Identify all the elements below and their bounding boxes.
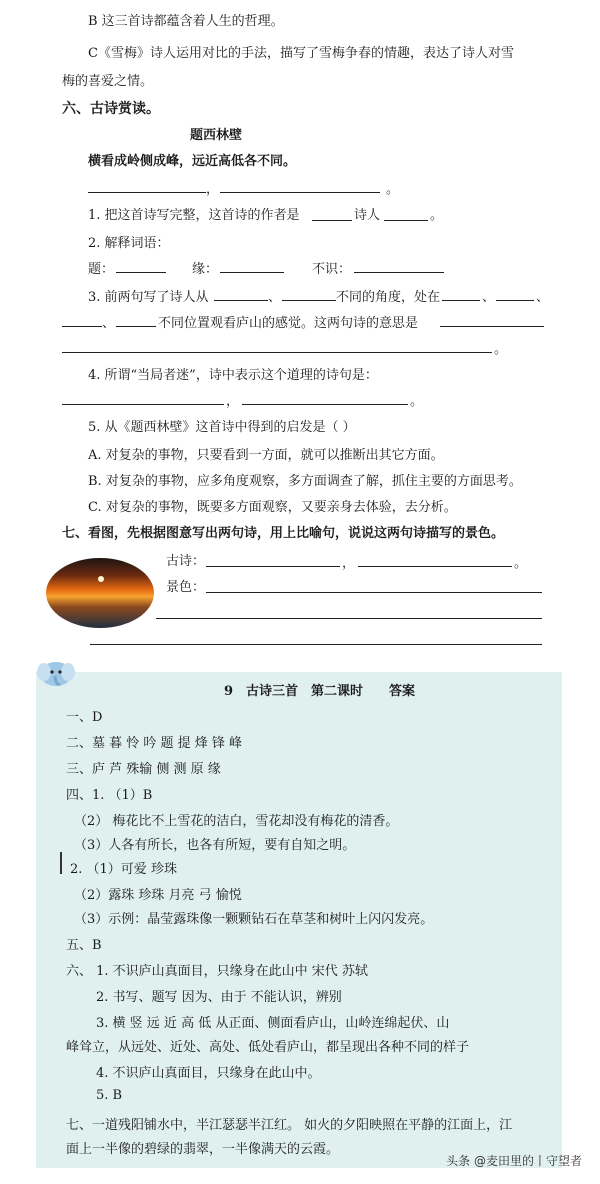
blank-author[interactable]: [312, 220, 352, 221]
option-c-text-2: 梅的喜爱之情。: [62, 74, 154, 89]
q5-text: 5. 从《题西林壁》这首诗中得到的启发是（ ）: [88, 420, 356, 435]
answer-line-12: 2. 书写、题写 因为、由于 不能认识，辨别: [96, 990, 342, 1005]
q3-sep2: 、: [482, 290, 496, 305]
q2-bushi-label: 不识：: [312, 262, 352, 277]
watermark: 头条 @麦田里的丨守望者: [446, 1154, 582, 1168]
blank-dynasty[interactable]: [384, 220, 428, 221]
blank-scene-1[interactable]: [206, 592, 542, 593]
poem-period: 。: [386, 182, 400, 197]
answer-line-9: （3）示例：晶莹露珠像一颗颗钻石在草茎和树叶上闪闪发亮。: [74, 912, 434, 927]
blank-q3-1[interactable]: [214, 300, 268, 301]
q3-text-a: 3. 前两句写了诗人从: [88, 290, 209, 305]
q2-ti-label: 题：: [88, 262, 115, 277]
blank-q3-3[interactable]: [442, 300, 480, 301]
blank-q4-1[interactable]: [62, 404, 224, 405]
q4-comma: ，: [226, 394, 240, 409]
blank-bushi[interactable]: [354, 272, 444, 273]
section-6-heading: 六、古诗赏读。: [62, 101, 160, 117]
q3-end: 。: [494, 342, 508, 357]
answer-line-17: 七、一道残阳铺水中，半江瑟瑟半江红。 如火的夕阳映照在平静的江面上，江: [66, 1118, 513, 1133]
option-c-text-1: C《雪梅》诗人运用对比的手法，描写了雪梅争春的情趣，表达了诗人对雪: [88, 46, 514, 61]
q4-end: 。: [410, 394, 424, 409]
poem-label: 古诗：: [166, 554, 206, 569]
sunset-image: [46, 558, 154, 628]
answer-line-1: 一、D: [66, 710, 103, 725]
q2-yuan-label: 缘：: [192, 262, 219, 277]
blank-q3-meaning-1[interactable]: [440, 326, 544, 327]
blank-poem-2[interactable]: [358, 566, 512, 567]
q5-option-b[interactable]: B. 对复杂的事物，应多角度观察，多方面调查了解，抓住主要的方面思考。: [88, 474, 522, 489]
q1-poet-label: 诗人: [354, 208, 381, 223]
answer-line-16: 5. B: [96, 1088, 123, 1103]
q3-text-c: 不同位置观看庐山的感觉。这两句诗的意思是: [158, 316, 419, 331]
blank-q4-2[interactable]: [242, 404, 408, 405]
blank-q3-2[interactable]: [282, 300, 336, 301]
q1-text: 1. 把这首诗写完整，这首诗的作者是: [88, 208, 300, 223]
blank-q3-meaning-2[interactable]: [62, 352, 492, 353]
poem-line: 横看成岭侧成峰，远近高低各不同。: [88, 154, 297, 169]
poem-end-7: 。: [514, 556, 528, 571]
q2-text: 2. 解释词语：: [88, 236, 170, 251]
text-cursor: [60, 852, 62, 874]
blank-q3-4[interactable]: [496, 300, 534, 301]
answer-line-15: 4. 不识庐山真面目，只缘身在此山中。: [96, 1066, 321, 1081]
blank-poem-line-3[interactable]: [88, 192, 206, 193]
scene-label: 景色：: [166, 580, 206, 595]
q3-sep4: 、: [102, 316, 116, 331]
answer-line-11: 六、 1. 不识庐山真面目，只缘身在此山中 宋代 苏轼: [66, 964, 368, 979]
q5-option-a[interactable]: A. 对复杂的事物，只要看到一方面，就可以推断出其它方面。: [88, 448, 444, 463]
poem-title: 题西林壁: [190, 128, 243, 143]
answer-line-8: （2）露珠 珍珠 月亮 弓 愉悦: [74, 888, 242, 903]
sun-glint: [98, 576, 104, 582]
blank-scene-2[interactable]: [156, 618, 542, 619]
answer-line-2: 二、墓 暮 怜 吟 题 提 烽 锋 峰: [66, 736, 243, 751]
answer-line-3: 三、庐 芦 殊输 侧 测 原 缘: [66, 762, 221, 777]
blank-poem-line-4[interactable]: [220, 192, 380, 193]
q3-text-b: 不同的角度，处在: [336, 290, 441, 305]
answer-line-10: 五、B: [66, 938, 102, 953]
blank-scene-3[interactable]: [90, 644, 542, 645]
blank-ti[interactable]: [116, 272, 166, 273]
blank-q3-6[interactable]: [116, 326, 156, 327]
answer-line-14: 峰耸立，从远处、近处、高处、低处看庐山，都呈现出各种不同的样子: [66, 1040, 470, 1055]
answer-line-5: （2） 梅花比不上雪花的洁白，雪花却没有梅花的清香。: [74, 814, 399, 829]
answer-title: 9 古诗三首 第二课时 答案: [224, 684, 416, 699]
q3-sep3: 、: [536, 290, 550, 305]
poem-comma: ，: [206, 182, 220, 197]
answer-line-4: 四、1. （1）B: [66, 788, 153, 803]
section-7-heading: 七、看图，先根据图意写出两句诗，用上比喻句，说说这两句诗描写的景色。: [62, 526, 505, 541]
answer-line-13: 3. 横 竖 远 近 高 低 从正面、侧面看庐山，山岭连绵起伏、山: [96, 1016, 450, 1031]
q1-end: 。: [430, 208, 444, 223]
answer-line-18: 面上一半像的碧绿的翡翠，一半像满天的云霞。: [66, 1142, 340, 1157]
blank-q3-5[interactable]: [62, 326, 102, 327]
blank-poem-1[interactable]: [206, 566, 340, 567]
answer-line-7: 2. （1）可爱 珍珠: [70, 862, 177, 877]
answer-line-6: （3）人各有所长，也各有所短，要有自知之明。: [74, 838, 356, 853]
q5-option-c[interactable]: C. 对复杂的事物，既要多方面观察，又要亲身去体验，去分析。: [88, 500, 457, 515]
q3-sep1: 、: [268, 290, 282, 305]
blank-yuan[interactable]: [220, 272, 284, 273]
elephant-icon: [36, 660, 76, 688]
poem-comma-7: ，: [342, 556, 356, 571]
q4-text: 4. 所谓“当局者迷”，诗中表示这个道理的诗句是：: [88, 368, 378, 383]
option-b-text: B 这三首诗都蕴含着人生的哲理。: [88, 14, 284, 29]
